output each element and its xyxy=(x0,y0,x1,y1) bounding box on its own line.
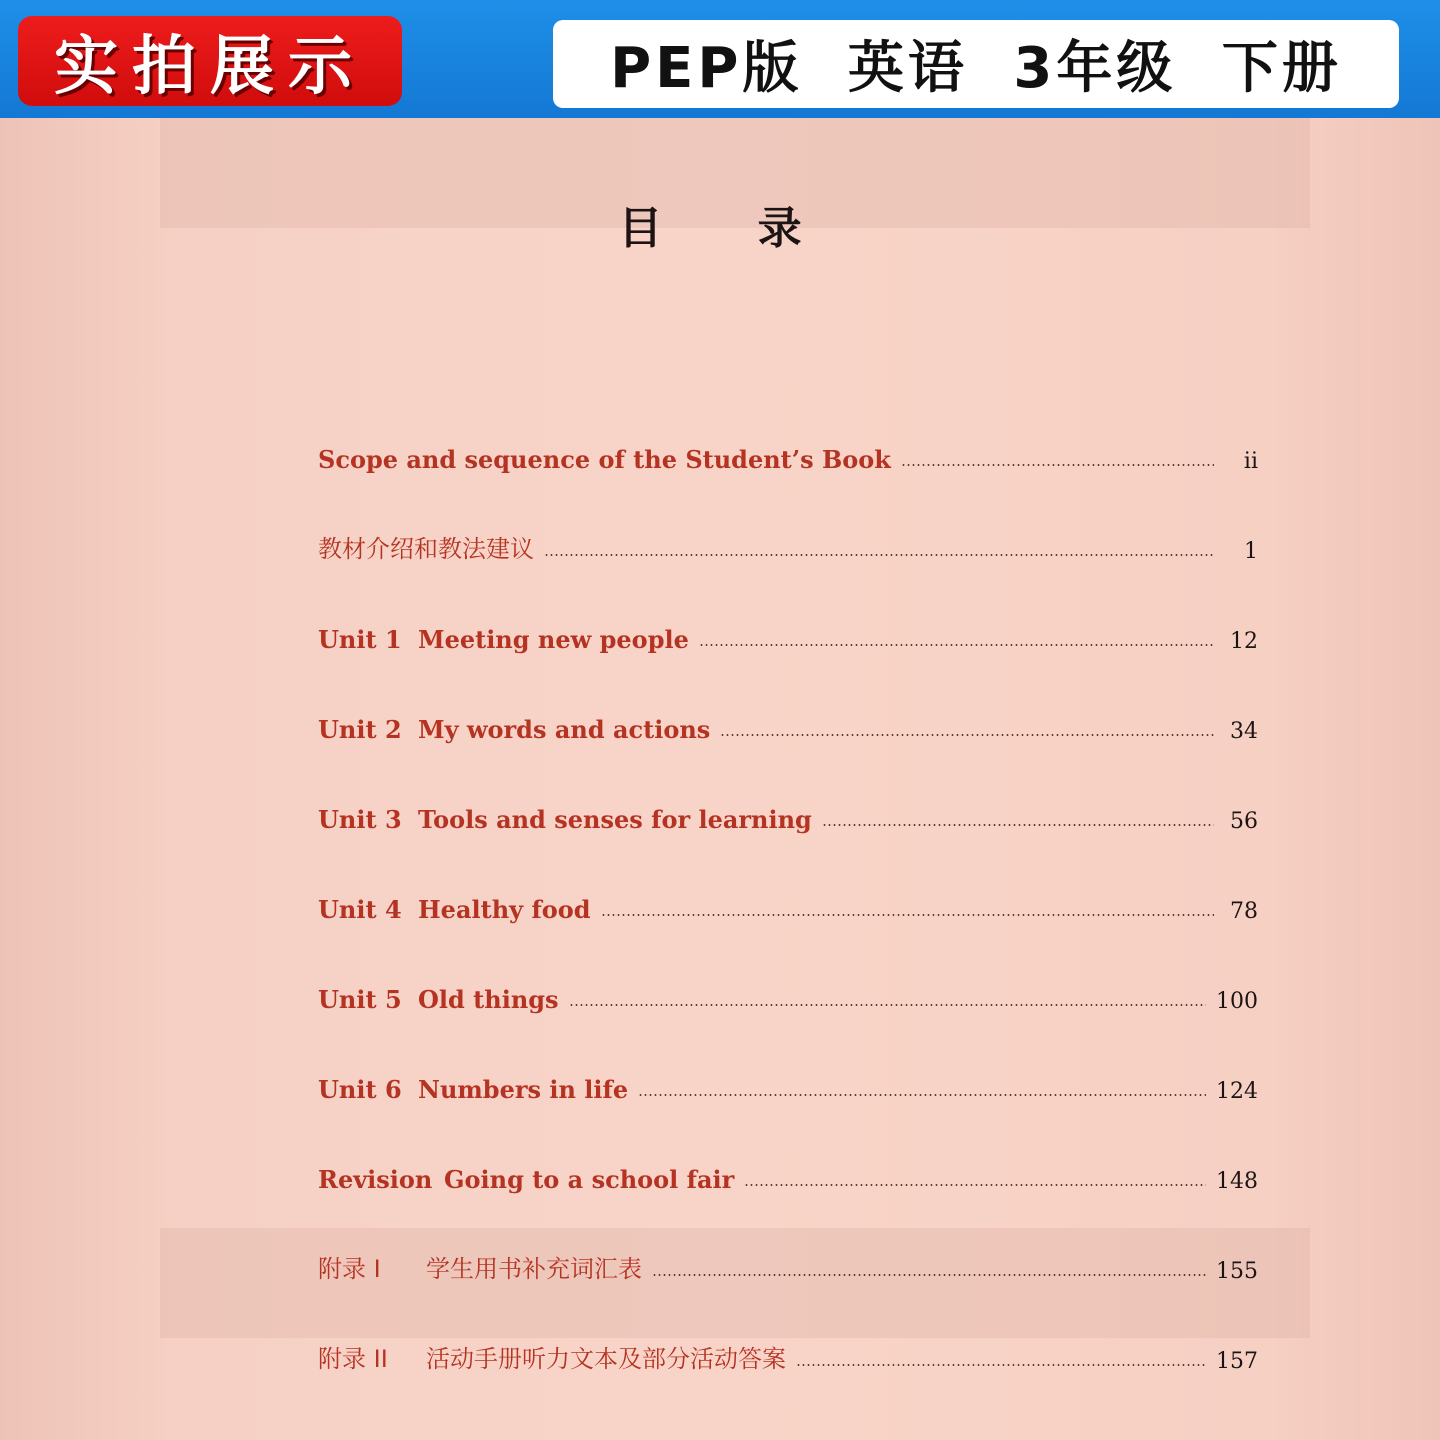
toc-entry[interactable] xyxy=(318,524,1258,564)
toc-entry-title: Unit 4 Healthy food xyxy=(318,895,591,924)
toc-page-number: ii xyxy=(1243,449,1258,474)
unit-number: Revision xyxy=(318,1165,433,1194)
toc-page-number: 34 xyxy=(1230,719,1258,744)
dot-leader xyxy=(699,644,1214,646)
unit-number: Unit 4 xyxy=(318,895,402,924)
toc-entry-title: 附录 I 学生用书补充词汇表 xyxy=(318,1249,642,1284)
toc-entry[interactable] xyxy=(318,1154,1258,1194)
toc-entry[interactable] xyxy=(318,884,1258,924)
toc-entry[interactable] xyxy=(318,1064,1258,1104)
dot-leader xyxy=(744,1184,1206,1186)
toc-page-number: 124 xyxy=(1216,1079,1258,1104)
toc-entry[interactable] xyxy=(318,974,1258,1014)
toc-entry-title: Unit 3 Tools and senses for learning xyxy=(318,805,812,834)
appendix-number: 附录 I xyxy=(318,1255,381,1283)
toc-page-number: 155 xyxy=(1216,1259,1258,1284)
toc-entry-title: Unit 6 Numbers in life xyxy=(318,1075,629,1104)
toc-entry[interactable] xyxy=(318,1244,1258,1284)
toc-entry[interactable] xyxy=(318,614,1258,654)
badge-label: 实拍展示 xyxy=(54,30,366,104)
dot-leader xyxy=(901,464,1214,466)
show-through-texture xyxy=(160,118,1310,1440)
unit-number: Unit 2 xyxy=(318,715,402,744)
toc-page-number: 56 xyxy=(1230,809,1258,834)
dot-leader xyxy=(569,1004,1206,1006)
dot-leader xyxy=(720,734,1214,736)
dot-leader xyxy=(822,824,1214,826)
toc-entry-title: 附录 II 活动手册听力文本及部分活动答案 xyxy=(318,1339,786,1374)
unit-number: Unit 3 xyxy=(318,805,402,834)
toc-entry-title: Unit 2 My words and actions xyxy=(318,715,711,744)
toc-entry-title: 教材介绍和教法建议 xyxy=(318,535,534,563)
dot-leader xyxy=(638,1094,1206,1096)
dot-leader xyxy=(796,1364,1206,1366)
toc-entry[interactable] xyxy=(318,434,1258,474)
toc-entry[interactable] xyxy=(318,794,1258,834)
product-title-box xyxy=(553,20,1399,108)
book-page xyxy=(0,118,1440,1440)
top-banner xyxy=(0,0,1440,118)
toc-page-number: 78 xyxy=(1230,899,1258,924)
dot-leader xyxy=(652,1274,1206,1276)
appendix-number: 附录 II xyxy=(318,1345,388,1373)
toc-page-number: 12 xyxy=(1230,629,1258,654)
toc-entry-title: Revision Going to a school fair xyxy=(318,1165,735,1194)
toc-entry-title: Scope and sequence of the Student’s Book xyxy=(318,445,891,474)
toc-entry[interactable] xyxy=(318,1334,1258,1374)
dot-leader xyxy=(601,914,1214,916)
toc-page-number: 157 xyxy=(1216,1349,1258,1374)
unit-number: Unit 1 xyxy=(318,625,402,654)
toc-entry-title: Unit 5 Old things xyxy=(318,985,559,1014)
contents-heading: 目 录 xyxy=(618,203,842,254)
toc-page-number: 100 xyxy=(1216,989,1258,1014)
toc-entry-title: Unit 1 Meeting new people xyxy=(318,625,689,654)
photo-badge xyxy=(18,16,402,106)
product-title: PEP版 英语 3年级 下册 xyxy=(610,36,1342,101)
unit-number: Unit 5 xyxy=(318,985,402,1014)
toc-page-number: 148 xyxy=(1216,1169,1258,1194)
dot-leader xyxy=(544,554,1214,556)
toc-page-number: 1 xyxy=(1244,539,1258,564)
toc-entry[interactable] xyxy=(318,704,1258,744)
unit-number: Unit 6 xyxy=(318,1075,402,1104)
